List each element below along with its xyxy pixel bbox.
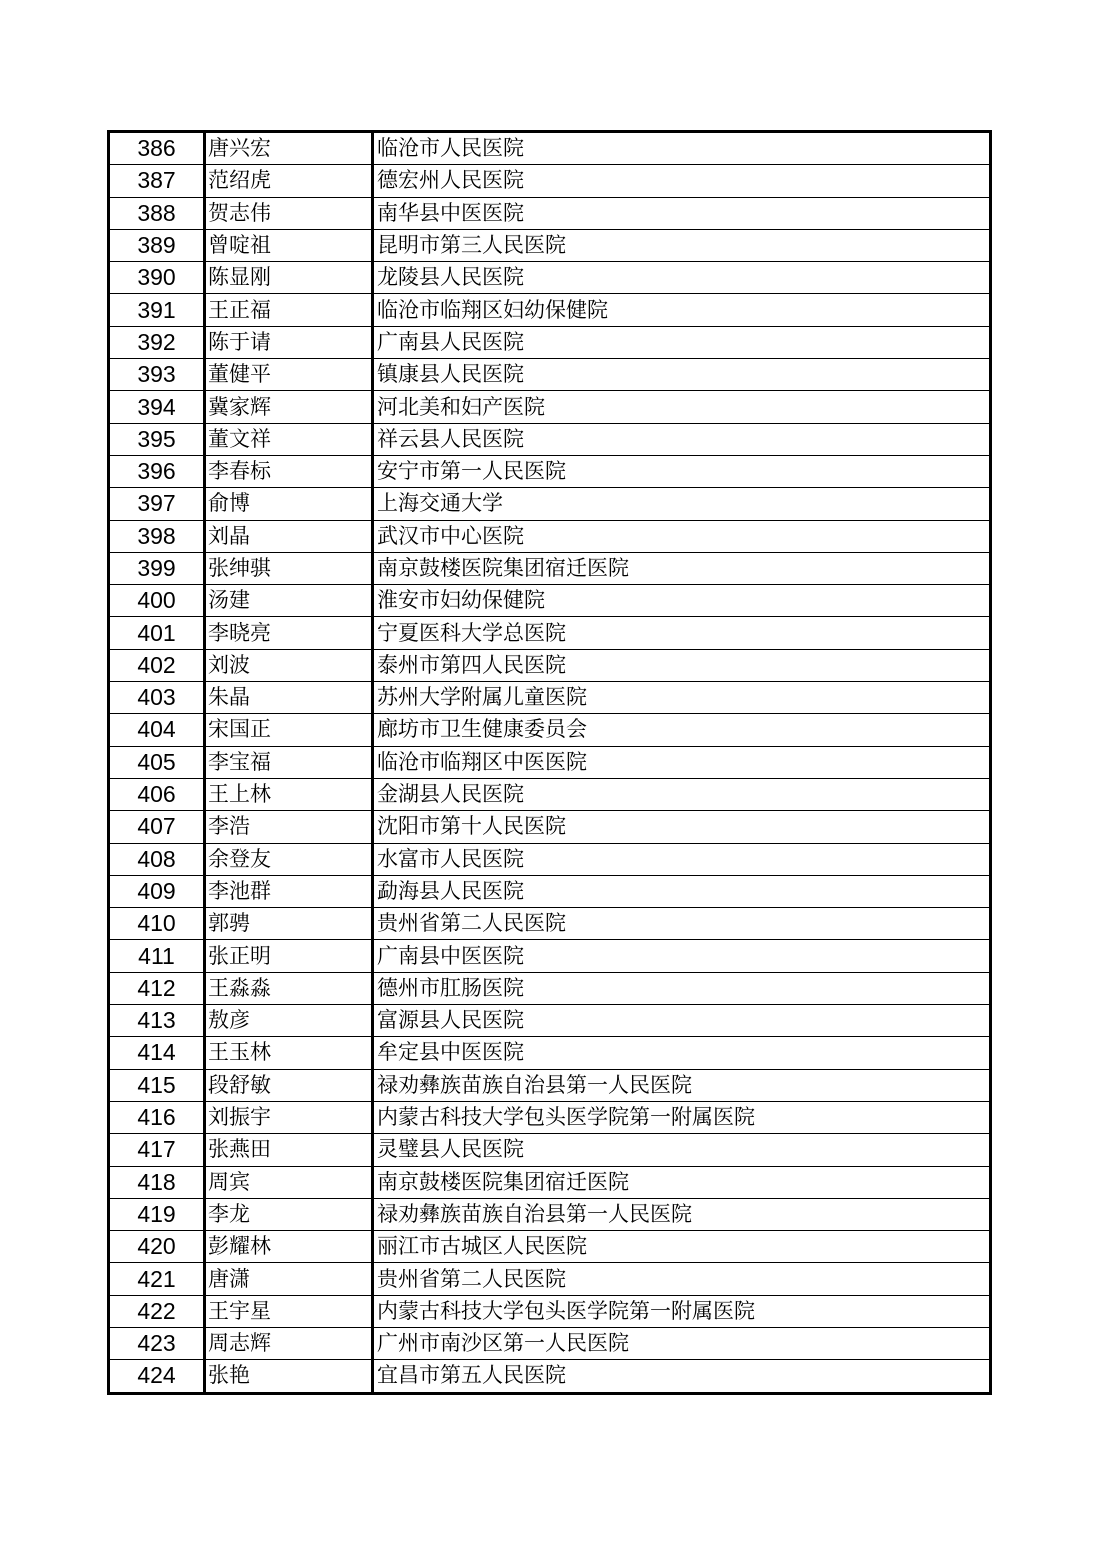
row-number-cell: 388 (109, 197, 205, 229)
organization-cell: 沈阳市第十人民医院 (373, 811, 991, 843)
table-row (109, 972, 991, 1004)
row-number-cell: 399 (109, 552, 205, 584)
person-name-cell: 周宾 (205, 1166, 373, 1198)
table-row (109, 585, 991, 617)
table-row (109, 294, 991, 326)
row-number-cell: 397 (109, 488, 205, 520)
row-number-cell: 395 (109, 423, 205, 455)
table-row (109, 455, 991, 487)
row-number-cell: 414 (109, 1037, 205, 1069)
table-row (109, 262, 991, 294)
organization-cell: 临沧市临翔区妇幼保健院 (373, 294, 991, 326)
table-row (109, 682, 991, 714)
table-row (109, 1134, 991, 1166)
row-number-cell: 405 (109, 746, 205, 778)
table-row (109, 1231, 991, 1263)
row-number-cell: 422 (109, 1295, 205, 1327)
person-name-cell: 李池群 (205, 875, 373, 907)
organization-cell: 南京鼓楼医院集团宿迁医院 (373, 552, 991, 584)
row-number-cell: 402 (109, 649, 205, 681)
row-number-cell: 423 (109, 1327, 205, 1359)
person-name-cell: 张艳 (205, 1360, 373, 1393)
person-name-cell: 陈显刚 (205, 262, 373, 294)
table-row (109, 649, 991, 681)
table-row (109, 1198, 991, 1230)
row-number-cell: 416 (109, 1101, 205, 1133)
row-number-cell: 421 (109, 1263, 205, 1295)
table-row (109, 229, 991, 261)
person-name-cell: 段舒敏 (205, 1069, 373, 1101)
organization-cell: 安宁市第一人民医院 (373, 455, 991, 487)
organization-cell: 水富市人民医院 (373, 843, 991, 875)
person-name-cell: 张正明 (205, 940, 373, 972)
organization-cell: 河北美和妇产医院 (373, 391, 991, 423)
person-name-cell: 刘波 (205, 649, 373, 681)
row-number-cell: 391 (109, 294, 205, 326)
row-number-cell: 408 (109, 843, 205, 875)
table-row (109, 326, 991, 358)
row-number-cell: 424 (109, 1360, 205, 1393)
organization-cell: 上海交通大学 (373, 488, 991, 520)
organization-cell: 昆明市第三人民医院 (373, 229, 991, 261)
person-name-cell: 范绍虎 (205, 165, 373, 197)
row-number-cell: 415 (109, 1069, 205, 1101)
organization-cell: 贵州省第二人民医院 (373, 1263, 991, 1295)
person-name-cell: 李浩 (205, 811, 373, 843)
organization-cell: 广州市南沙区第一人民医院 (373, 1327, 991, 1359)
table-row (109, 488, 991, 520)
person-name-cell: 王正福 (205, 294, 373, 326)
person-name-cell: 周志辉 (205, 1327, 373, 1359)
person-name-cell: 彭耀林 (205, 1231, 373, 1263)
organization-cell: 内蒙古科技大学包头医学院第一附属医院 (373, 1295, 991, 1327)
organization-cell: 德州市肛肠医院 (373, 972, 991, 1004)
organization-cell: 镇康县人民医院 (373, 359, 991, 391)
row-number-cell: 401 (109, 617, 205, 649)
organization-cell: 淮安市妇幼保健院 (373, 585, 991, 617)
table-row (109, 843, 991, 875)
table-row (109, 1327, 991, 1359)
organization-cell: 广南县人民医院 (373, 326, 991, 358)
row-number-cell: 407 (109, 811, 205, 843)
person-name-cell: 李春标 (205, 455, 373, 487)
row-number-cell: 393 (109, 359, 205, 391)
row-number-cell: 389 (109, 229, 205, 261)
row-number-cell: 386 (109, 132, 205, 165)
organization-cell: 廊坊市卫生健康委员会 (373, 714, 991, 746)
row-number-cell: 418 (109, 1166, 205, 1198)
organization-cell: 龙陵县人民医院 (373, 262, 991, 294)
row-number-cell: 390 (109, 262, 205, 294)
person-name-cell: 张绅骐 (205, 552, 373, 584)
table-row (109, 1069, 991, 1101)
row-number-cell: 403 (109, 682, 205, 714)
table-row (109, 197, 991, 229)
person-name-cell: 冀家辉 (205, 391, 373, 423)
row-number-cell: 406 (109, 778, 205, 810)
row-number-cell: 420 (109, 1231, 205, 1263)
person-name-cell: 李龙 (205, 1198, 373, 1230)
organization-cell: 灵璧县人民医院 (373, 1134, 991, 1166)
row-number-cell: 400 (109, 585, 205, 617)
row-number-cell: 419 (109, 1198, 205, 1230)
organization-cell: 泰州市第四人民医院 (373, 649, 991, 681)
table-row (109, 714, 991, 746)
row-number-cell: 398 (109, 520, 205, 552)
row-number-cell: 417 (109, 1134, 205, 1166)
table-row (109, 1037, 991, 1069)
person-name-cell: 王宇星 (205, 1295, 373, 1327)
row-number-cell: 413 (109, 1005, 205, 1037)
table-row (109, 940, 991, 972)
person-name-cell: 汤建 (205, 585, 373, 617)
organization-cell: 禄劝彝族苗族自治县第一人民医院 (373, 1069, 991, 1101)
person-name-cell: 郭骋 (205, 908, 373, 940)
row-number-cell: 409 (109, 875, 205, 907)
organization-cell: 南京鼓楼医院集团宿迁医院 (373, 1166, 991, 1198)
row-number-cell: 396 (109, 455, 205, 487)
row-number-cell: 410 (109, 908, 205, 940)
organization-cell: 金湖县人民医院 (373, 778, 991, 810)
organization-cell: 武汉市中心医院 (373, 520, 991, 552)
organization-cell: 南华县中医医院 (373, 197, 991, 229)
person-name-cell: 刘振宇 (205, 1101, 373, 1133)
row-number-cell: 392 (109, 326, 205, 358)
table-row (109, 1263, 991, 1295)
table-row (109, 1360, 991, 1393)
table-row (109, 423, 991, 455)
organization-cell: 丽江市古城区人民医院 (373, 1231, 991, 1263)
organization-cell: 祥云县人民医院 (373, 423, 991, 455)
table-row (109, 552, 991, 584)
organization-cell: 广南县中医医院 (373, 940, 991, 972)
person-name-cell: 敖彦 (205, 1005, 373, 1037)
person-name-cell: 董健平 (205, 359, 373, 391)
organization-cell: 宜昌市第五人民医院 (373, 1360, 991, 1393)
table-row (109, 778, 991, 810)
roster-table-body (109, 132, 991, 1394)
row-number-cell: 411 (109, 940, 205, 972)
table-row (109, 165, 991, 197)
table-row (109, 908, 991, 940)
organization-cell: 临沧市临翔区中医医院 (373, 746, 991, 778)
person-name-cell: 贺志伟 (205, 197, 373, 229)
person-name-cell: 王玉林 (205, 1037, 373, 1069)
table-row (109, 359, 991, 391)
person-name-cell: 刘晶 (205, 520, 373, 552)
row-number-cell: 387 (109, 165, 205, 197)
organization-cell: 苏州大学附属儿童医院 (373, 682, 991, 714)
person-name-cell: 陈于请 (205, 326, 373, 358)
organization-cell: 内蒙古科技大学包头医学院第一附属医院 (373, 1101, 991, 1133)
table-row (109, 811, 991, 843)
person-name-cell: 唐潇 (205, 1263, 373, 1295)
person-name-cell: 李晓亮 (205, 617, 373, 649)
table-row (109, 1295, 991, 1327)
row-number-cell: 394 (109, 391, 205, 423)
person-name-cell: 李宝福 (205, 746, 373, 778)
organization-cell: 德宏州人民医院 (373, 165, 991, 197)
person-name-cell: 董文祥 (205, 423, 373, 455)
table-row (109, 1005, 991, 1037)
organization-cell: 宁夏医科大学总医院 (373, 617, 991, 649)
organization-cell: 牟定县中医医院 (373, 1037, 991, 1069)
person-name-cell: 曾啶祖 (205, 229, 373, 261)
table-row (109, 132, 991, 165)
table-row (109, 617, 991, 649)
table-row (109, 746, 991, 778)
table-row (109, 1101, 991, 1133)
table-row (109, 875, 991, 907)
person-name-cell: 王上林 (205, 778, 373, 810)
person-name-cell: 俞博 (205, 488, 373, 520)
row-number-cell: 412 (109, 972, 205, 1004)
roster-table (107, 130, 992, 1395)
person-name-cell: 朱晶 (205, 682, 373, 714)
table-row (109, 391, 991, 423)
table-row (109, 520, 991, 552)
person-name-cell: 王淼淼 (205, 972, 373, 1004)
organization-cell: 禄劝彝族苗族自治县第一人民医院 (373, 1198, 991, 1230)
organization-cell: 临沧市人民医院 (373, 132, 991, 165)
organization-cell: 贵州省第二人民医院 (373, 908, 991, 940)
organization-cell: 勐海县人民医院 (373, 875, 991, 907)
person-name-cell: 宋国正 (205, 714, 373, 746)
row-number-cell: 404 (109, 714, 205, 746)
person-name-cell: 唐兴宏 (205, 132, 373, 165)
person-name-cell: 余登友 (205, 843, 373, 875)
person-name-cell: 张燕田 (205, 1134, 373, 1166)
organization-cell: 富源县人民医院 (373, 1005, 991, 1037)
table-row (109, 1166, 991, 1198)
